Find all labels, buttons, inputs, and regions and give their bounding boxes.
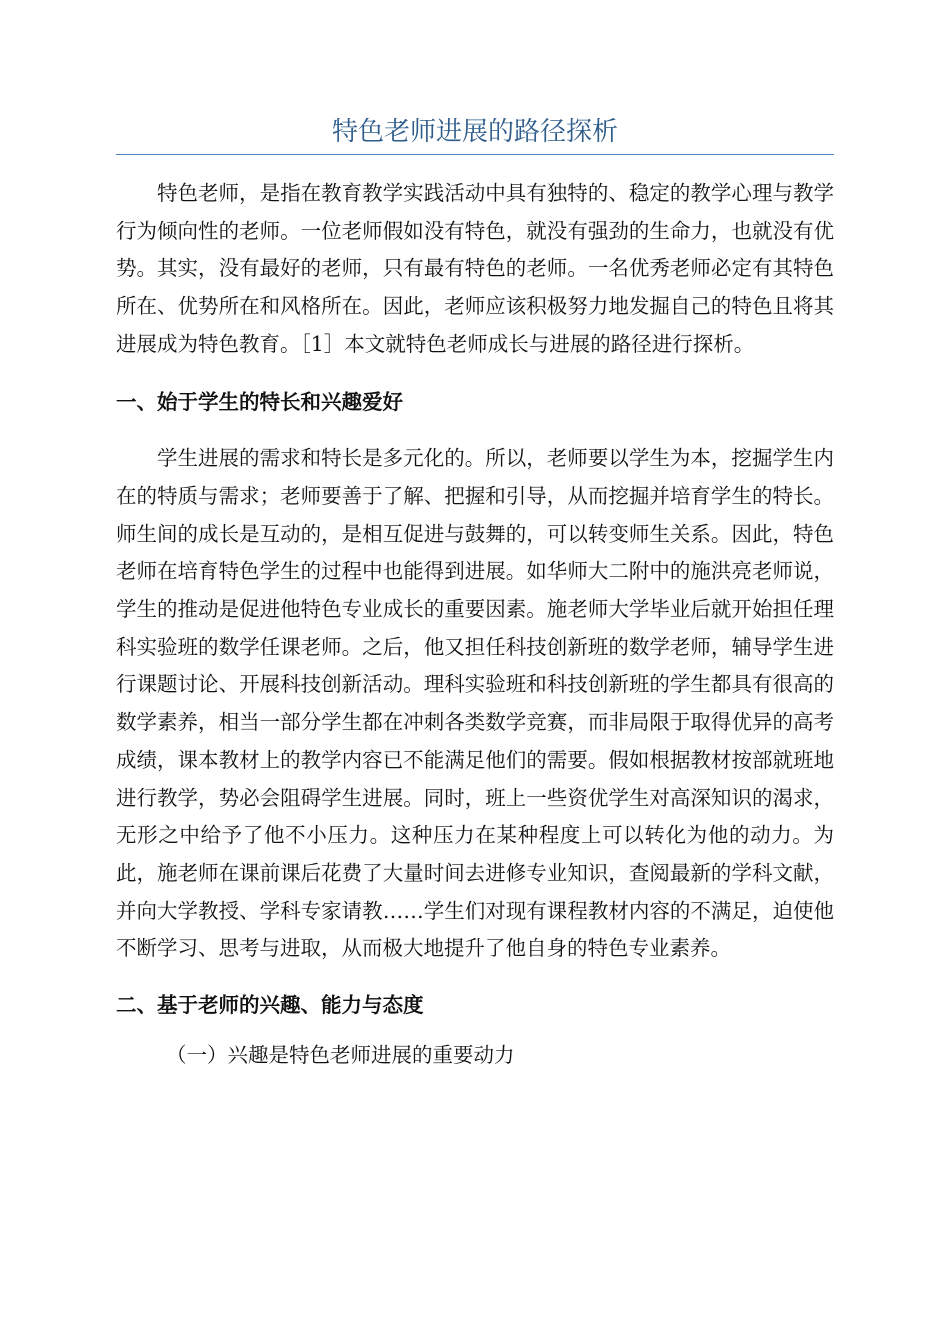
intro-paragraph: 特色老师，是指在教育教学实践活动中具有独特的、稳定的教学心理与教学行为倾向性的老师。一位老师假如没有特色，就没有强劲的生命力，也就没有优势。其实，没有最好的老师，只有最有特色的老师。一名优秀老师必定有其特色所在、优势所在和风格所在。因此，老师应该积极努力地发掘自己的特色且将其进展成为特色教育。［1］本文就特色老师成长与进展的路径进行探析。 <box>116 181 834 356</box>
document-page <box>116 0 834 1074</box>
section-2-subheading-1: （一）兴趣是特色老师进展的重要动力 <box>166 1042 515 1067</box>
section-1-heading: 一、始于学生的特长和兴趣爱好 <box>116 389 403 414</box>
section-1-paragraph: 学生进展的需求和特长是多元化的。所以，老师要以学生为本，挖掘学生内在的特质与需求；老师要善于了解、把握和引导，从而挖掘并培育学生的特长。师生间的成长是互动的，是相互促进与鼓舞的，可以转变师生关系。因此，特色老师在培育特色学生的过程中也能得到进展。如华师大二附中的施洪亮老师说，学生的推动是促进他特色专业成长的重要因素。施老师大学毕业后就开始担任理科实验班的数学任课老师。之后，他又担任科技创新班的数学老师，辅导学生进行课题讨论、开展科技创新活动。理科实验班和科技创新班的学生都具有很高的数学素养，相当一部分学生都在冲刺各类数学竞赛，而非局限于取得优异的高考成绩，课本教材上的教学内容已不能满足他们的需要。假如根据教材按部就班地进行教学，势必会阻碍学生进展。同时，班上一些资优学生对高深知识的渴求，无形之中给予了他不小压力。这种压力在某种程度上可以转化为他的动力。为此，施老师在课前课后花费了大量时间去进修专业知识，查阅最新的学科文献，并向大学教授、学科专家请教……学生们对现有课程教材内容的不满足，迫使他不断学习、思考与进取，从而极大地提升了他自身的特色专业素养。 <box>116 446 834 961</box>
section-2-heading: 二、基于老师的兴趣、能力与态度 <box>116 993 424 1018</box>
document-title: 特色老师进展的路径探析 <box>116 112 834 155</box>
